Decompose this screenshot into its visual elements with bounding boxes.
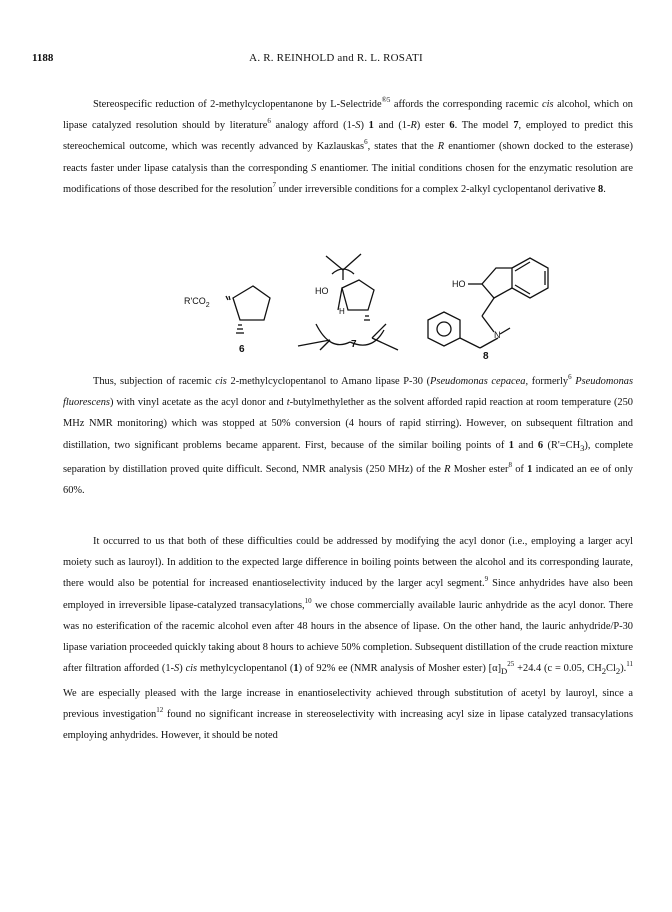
text-run: alcohol, which on lipase catalyzed resolution should by literature — [63, 99, 633, 132]
text-run: . — [603, 183, 606, 195]
ref-12: 12 — [156, 705, 164, 714]
ref-11: 11 — [626, 660, 633, 669]
text-run: under irreversible conditions for a complex 2-alkyl cyclopentanol derivative — [276, 183, 598, 195]
subscript: 2 — [615, 666, 621, 677]
compound-1: 1 — [508, 439, 514, 451]
text-run: affords the corresponding racemic — [390, 99, 543, 110]
italic-r: R — [437, 141, 445, 153]
italic-s: S — [311, 162, 317, 174]
page-number: 1188 — [32, 52, 54, 64]
italic-species: Pseudomonas fluorescens — [63, 376, 634, 409]
label-8: 8 — [483, 351, 489, 362]
ref-10: 10 — [304, 596, 312, 605]
text-run: Stereospecific reduction of 2-methylcyclopentanone by L-Selectride — [93, 99, 382, 110]
rco2-label: $R'CO_2$ — [184, 296, 210, 309]
registered-mark: ® — [381, 96, 387, 104]
text-run: we chose commercially available lauric anhydride as the acyl donor. There was no esterification of the racemic alcohol even after 48 hours in the absence of lipase. On the other hand, the lauric anhydride/P-30 lipase variation proceeded quickly taking about 8 hours to achieve 50% completion. Subsequent distillation of the crude reaction mixture after filtration afforded (1- — [63, 599, 633, 675]
text-run: of — [511, 463, 528, 475]
compound-6-ring — [226, 286, 270, 333]
text-run: ) of 92% ee (NMR analysis of Mosher ester) [α] — [298, 663, 502, 675]
superscript: 25 — [507, 660, 515, 669]
text-run: ) ester — [416, 120, 450, 132]
text-run: (R'=CH — [543, 439, 581, 451]
paragraph-1 — [63, 94, 633, 200]
text-run: It occurred to us that both of these difficulties could be addressed by modifying the acyl donor (i.e., employing a larger acyl moiety such as lauroyl). In addition to the expected large difference in boiling points between the alcohol and its corresponding laurate, there would also be potential for increased enantioselectivity induced by the larger acyl segment. — [63, 536, 633, 590]
italic-cis: cis — [185, 663, 198, 675]
paragraph-3 — [63, 531, 633, 746]
text-run: Thus, subjection of racemic — [93, 376, 216, 387]
compound-6: 6 — [537, 439, 544, 451]
label-7: 7 — [351, 339, 357, 350]
ref-9: 9 — [484, 575, 489, 584]
compound-1: 1 — [527, 463, 533, 475]
subscript: D — [501, 666, 508, 677]
text-run: ), complete separation by distillation proved quite difficult. Second, NMR analysis (250 MHz) of the — [63, 439, 634, 475]
ref-8: 8 — [508, 460, 512, 469]
paragraph-2 — [63, 371, 633, 501]
text-run: analogy afford (1- — [270, 120, 356, 132]
subscript: 3 — [580, 442, 585, 453]
label-6: 6 — [239, 344, 245, 355]
text-run: enantiomer. The initial conditions chosen for the enzymatic resolution are modifications of those described for the resolution — [63, 162, 634, 195]
compound-1: 1 — [293, 663, 299, 675]
text-run: ) with vinyl acetate as the acyl donor and — [109, 397, 287, 409]
italic-t: t — [286, 397, 290, 409]
text-run: , states that the — [367, 141, 438, 153]
compound-1: 1 — [368, 120, 374, 132]
italic-species: Pseudomonas cepacea, — [430, 376, 529, 387]
text-run: -butylmethylether as the solvent afforded rapid reaction at room temperature (250 MHz NMR monitoring) which was stopped at 50% conversion (4 hours of rapid stirring). However, on subsequent filtration and distillation, two significant problems became apparent. First, because of the similar boiling points of — [63, 397, 633, 451]
text-run: found no significant increase in stereoselectivity with increasing acyl size in lipase catalyzed transacylations employing anhydrides. However, it should be noted — [63, 708, 633, 741]
ho-label-8: HO — [452, 279, 466, 289]
text-run: and (1- — [373, 120, 411, 132]
text-run: ) — [360, 120, 369, 132]
text-run: indicated an ee of only 60%. — [63, 463, 633, 497]
text-run: 2-methylcyclopentanol to Amano lipase P-30 ( — [226, 376, 431, 387]
italic-s: S — [174, 663, 180, 675]
text-run: , employed to predict this stereochemical outcome, which was recently advanced by Kazlauskas — [63, 120, 633, 153]
italic-r: R — [444, 463, 451, 475]
italic-r: R — [410, 120, 417, 132]
n-label-8: N — [494, 330, 501, 340]
ref-7: 7 — [272, 180, 276, 189]
ho-label-7: HO — [315, 286, 329, 296]
ref-5: 5 — [386, 96, 391, 104]
h-label-7: H — [339, 307, 345, 316]
compound-7: 7 — [513, 120, 519, 132]
text-run: and — [513, 439, 538, 451]
text-run: ) — [179, 663, 186, 675]
structures-figure — [0, 234, 672, 370]
text-run: We are especially pleased with the large increase in enantioselectivity achieved through substitution of acetyl by lauroyl, since a previous investigation — [63, 687, 633, 720]
text-run: Since anhydrides have also been employed in irreversible lipase-catalyzed transacylations, — [63, 578, 633, 611]
text-run: methylcyclopentanol ( — [197, 663, 294, 675]
subscript: 2 — [601, 666, 607, 677]
ref-6: 6 — [568, 373, 572, 381]
italic-cis: cis — [215, 376, 227, 387]
text-run: formerly — [528, 376, 569, 387]
text-run: Mosher ester — [450, 463, 509, 475]
compound-8: 8 — [598, 183, 604, 195]
running-header-authors: A. R. REINHOLD and R. L. ROSATI — [249, 52, 423, 64]
italic-cis: cis — [542, 99, 554, 110]
text-run: . The model — [454, 120, 514, 132]
text-run: enantiomer (shown docked to the esterase) reacts faster under lipase catalysis than the corresponding — [63, 141, 633, 174]
compound-8-structure — [428, 258, 548, 348]
compound-7-model — [298, 254, 398, 350]
italic-s: S — [355, 120, 361, 132]
ref-6: 6 — [364, 138, 368, 147]
ref-6: 6 — [267, 117, 271, 126]
compound-6: 6 — [449, 120, 455, 132]
text-run: ). — [620, 663, 627, 675]
text-run: +24.4 (c = 0.05, CH — [514, 663, 602, 675]
text-run: Cl — [606, 663, 616, 675]
